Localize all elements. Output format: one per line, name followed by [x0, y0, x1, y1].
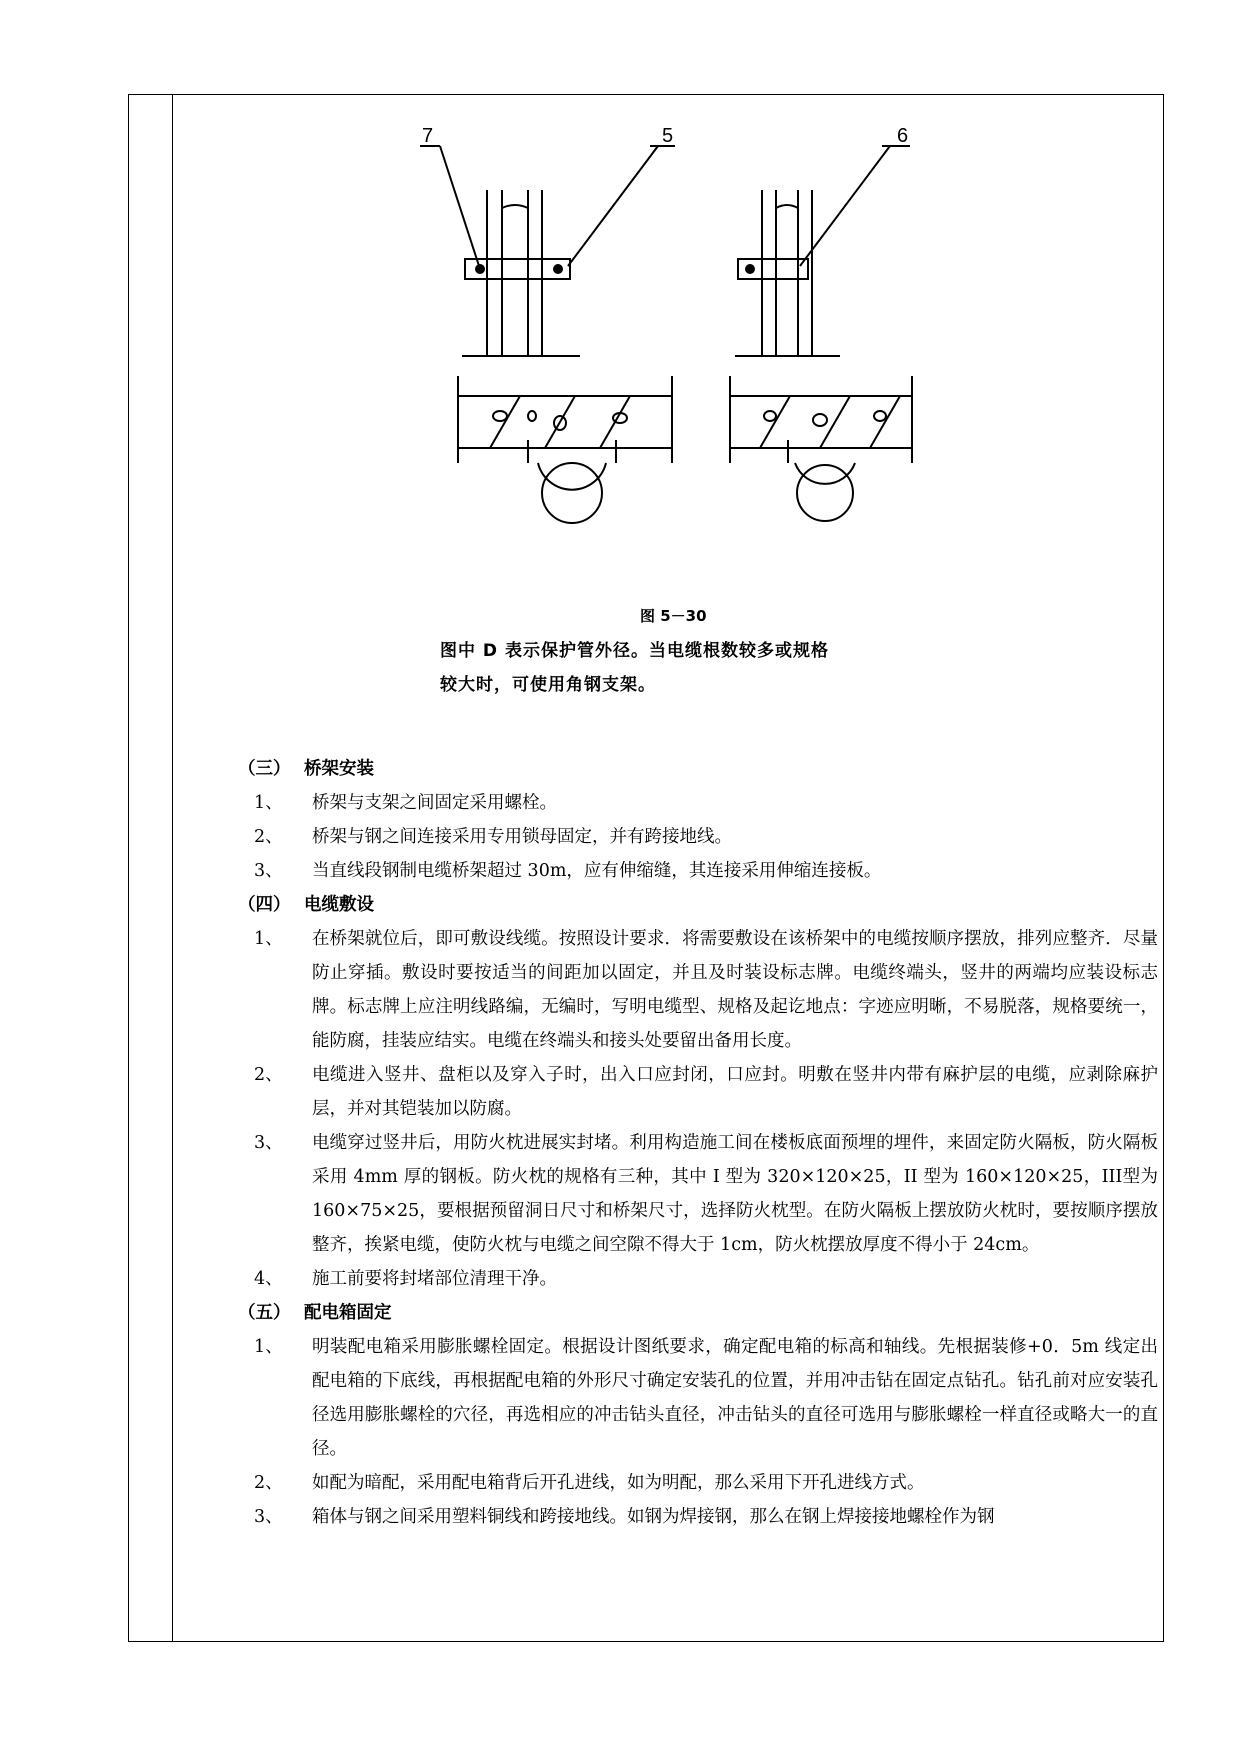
- list-item: [238, 1330, 1158, 1466]
- item-number: 3、: [254, 1133, 283, 1153]
- document-body: [238, 752, 1158, 1534]
- item-text: 桥架与支架之间固定采用螺栓。: [312, 793, 557, 813]
- cable-bracket-drawing: [350, 118, 1070, 598]
- item-number: 2、: [254, 827, 283, 847]
- figure-caption-line-2: 较大时，可使用角钢支架。: [440, 675, 656, 695]
- item-number: 3、: [254, 861, 283, 881]
- list-item: [238, 1126, 1158, 1262]
- item-text: 箱体与钢之间采用塑料铜线和跨接地线。如钢为焊接钢，那么在钢上焊接接地螺栓作为钢: [312, 1507, 995, 1527]
- section-title: 配电箱固定: [304, 1303, 392, 1323]
- callout-7: 7: [422, 125, 434, 147]
- item-text: 施工前要将封堵部位清理干净。: [312, 1269, 557, 1289]
- list-item: [238, 854, 1158, 888]
- section-number: （四）: [238, 895, 291, 915]
- section-number: （五）: [238, 1303, 291, 1323]
- item-text: 电缆进入竖井、盘柜以及穿入子时，出入口应封闭，口应封。明敷在竖井内带有麻护层的电缆，应剥除麻护层，并对其铠装加以防腐。: [312, 1065, 1158, 1119]
- list-item: [238, 1262, 1158, 1296]
- item-text: 在桥架就位后，即可敷设线缆。按照设计要求．将需要敷设在该桥架中的电缆按顺序摆放，排列应整齐．尽量防止穿插。敷设时要按适当的间距加以固定，并且及时装设标志牌。电缆终端头，竖井的两端均应装设标志牌。标志牌上应注明线路编，无编时，写明电缆型、规格及起讫地点：字迹应明晰，不易脱落，规格要统一，能防腐，挂装应结实。电缆在终端头和接头处要留出备用长度。: [312, 929, 1158, 1051]
- list-item: [238, 786, 1158, 820]
- callout-5: 5: [662, 125, 674, 147]
- item-number: 1、: [254, 1337, 283, 1357]
- item-text: 明装配电箱采用膨胀螺栓固定。根据设计图纸要求，确定配电箱的标高和轴线。先根据装修+0．5m 线定出配电箱的下底线，再根据配电箱的外形尺寸确定安装孔的位置，并用冲击钻在固定点钻孔。钻孔前对应安装孔径选用膨胀螺栓的穴径，再选相应的冲击钻头直径，冲击钻头的直径可选用与膨胀螺栓一样直径或略大一的直径。: [312, 1337, 1158, 1459]
- section-title: 桥架安装: [304, 759, 374, 779]
- item-number: 4、: [254, 1269, 283, 1289]
- list-item: [238, 1500, 1158, 1534]
- item-text: 电缆穿过竖井后，用防火枕进展实封堵。利用构造施工间在楼板底面预埋的埋件，来固定防火隔板，防火隔板采用 4mm 厚的钢板。防火枕的规格有三种，其中 I 型为 320×120×25，II 型为 160×120×25，III型为 160×75×25，要根据预留洞日尺寸和桥架尺寸，选择防火枕型。在防火隔板上摆放防火枕时，要按顺序摆放整齐，挨紧电缆，使防火枕与电缆之间空隙不得大于 1cm，防火枕摆放厚度不得小于 24cm。: [312, 1133, 1158, 1255]
- item-number: 2、: [254, 1473, 283, 1493]
- section-heading: [238, 752, 1158, 786]
- item-number: 1、: [254, 929, 283, 949]
- figure-caption-line-1: 图中 D 表示保护管外径。当电缆根数较多或规格: [440, 641, 829, 661]
- list-item: [238, 1058, 1158, 1126]
- callout-6: 6: [897, 125, 909, 147]
- figure-caption-number: 图 5－30: [640, 607, 707, 625]
- installation-figure: [350, 118, 1070, 718]
- item-text: 桥架与钢之间连接采用专用锁母固定，并有跨接地线。: [312, 827, 732, 847]
- item-number: 2、: [254, 1065, 283, 1085]
- column-divider: [172, 94, 173, 1642]
- section-number: （三）: [238, 759, 291, 779]
- list-item: [238, 820, 1158, 854]
- item-number: 3、: [254, 1507, 283, 1527]
- list-item: [238, 1466, 1158, 1500]
- item-text: 如配为暗配，采用配电箱背后开孔进线，如为明配，那么采用下开孔进线方式。: [312, 1473, 925, 1493]
- section-heading: [238, 888, 1158, 922]
- section-title: 电缆敷设: [304, 895, 374, 915]
- item-text: 当直线段钢制电缆桥架超过 30m，应有伸缩缝，其连接采用伸缩连接板。: [312, 861, 882, 881]
- item-number: 1、: [254, 793, 283, 813]
- list-item: [238, 922, 1158, 1058]
- section-heading: [238, 1296, 1158, 1330]
